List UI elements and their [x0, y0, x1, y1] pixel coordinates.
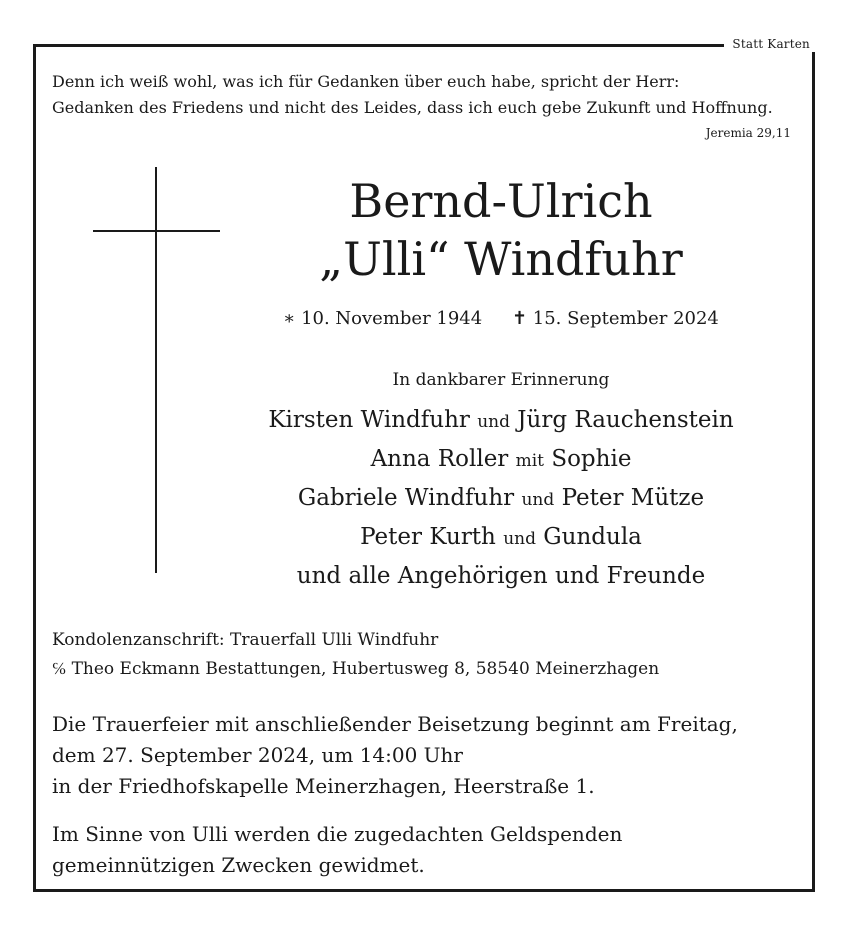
mourners-intro: In dankbarer Erinnerung	[392, 370, 610, 390]
name-line: Bernd-Ulrich	[349, 174, 653, 228]
mourner-row: Anna Roller mit Sophie	[370, 446, 632, 472]
bible-quote	[52, 69, 802, 121]
cross-icon-bar	[93, 230, 220, 232]
donation-info: Im Sinne von Ulli werden die zugedachten Geldspenden gemeinnützigen Zwecken gewidmet.	[52, 822, 623, 877]
deceased-name	[236, 172, 766, 288]
cross-icon	[155, 167, 157, 573]
ceremony-info: Die Trauerfeier mit anschließender Beisetzung beginnt am Freitag, dem 27. September 2024, um 14:00 Uhr in der Friedhofskapelle Meinerzhagen, Heerstraße 1.	[52, 712, 738, 798]
quote-reference: Jeremia 29,11	[705, 126, 791, 140]
condolence-address: Kondolenzanschrift: Trauerfall Ulli Windfuhr ℅ Theo Eckmann Bestattungen, Hubertusweg 8, 58540 Meinerzhagen	[52, 630, 660, 679]
mourners-closing: und alle Angehörigen und Freunde	[296, 563, 706, 589]
statt-karten-label: Statt Karten	[724, 36, 818, 52]
life-dates	[236, 308, 766, 329]
birth-date: ∗ 10. November 1944	[283, 308, 483, 329]
mourners-list	[236, 402, 766, 595]
mourner-row: Peter Kurth und Gundula	[360, 524, 642, 550]
mourner-row: Gabriele Windfuhr und Peter Mütze	[297, 485, 705, 511]
quote-line: Denn ich weiß wohl, was ich für Gedanken über euch habe, spricht der Herr:	[52, 72, 680, 91]
mourner-row: Kirsten Windfuhr und Jürg Rauchenstein	[268, 407, 734, 433]
name-line: „Ulli“ Windfuhr	[319, 232, 683, 286]
quote-line: Gedanken des Friedens und nicht des Leides, dass ich euch gebe Zukunft und Hoffnung.	[52, 98, 773, 117]
death-date: ✝ 15. September 2024	[511, 308, 719, 329]
